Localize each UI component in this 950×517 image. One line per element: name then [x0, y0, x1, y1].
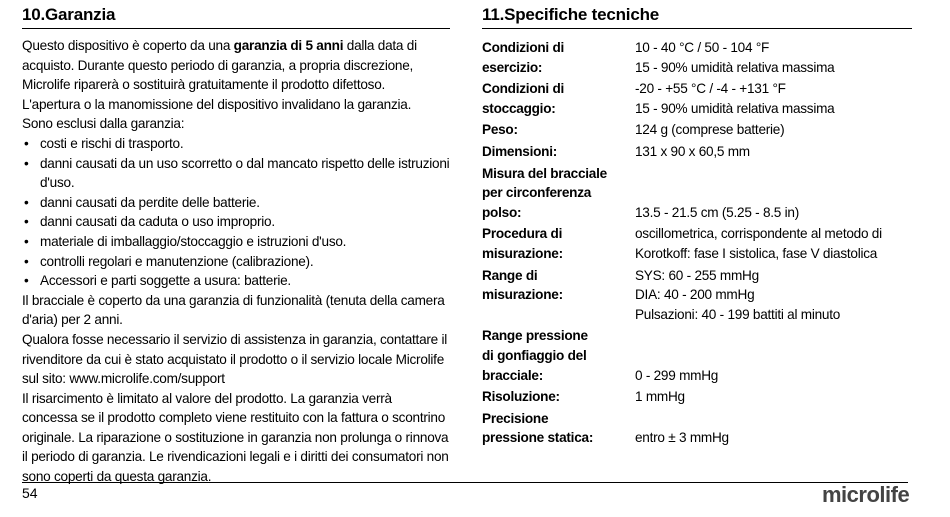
spec-label-line: Precisione	[482, 410, 549, 426]
spec-label-line: per circonferenza	[482, 185, 592, 201]
spec-label	[482, 118, 635, 140]
warranty-intro-post: dalla data di acquisto. Durante questo periodo di garanzia, a propria discrezione, Microlife riparerà o sostituirà gratuitamente il prodotto difettoso.	[22, 38, 417, 93]
exclusion-item: • costi e rischi di trasporto.	[22, 134, 450, 154]
warranty-section	[22, 4, 450, 487]
spec-value	[635, 264, 912, 325]
specs-section	[482, 4, 912, 448]
spec-value	[635, 36, 912, 77]
spec-row	[482, 36, 912, 77]
spec-value	[635, 222, 912, 263]
spec-value	[635, 140, 912, 162]
spec-value	[635, 118, 912, 140]
spec-label-spacer	[482, 305, 631, 325]
spec-value-line: Korotkoff: fase I sistolica, fase V diastolica	[634, 245, 878, 261]
spec-row	[482, 407, 912, 448]
warranty-opening-note: L'apertura o la manomissione del dispositivo invalidano la garanzia.	[22, 96, 412, 112]
spec-label-line: Dimensioni:	[482, 143, 558, 159]
exclusion-item: • danni causati da perdite delle batterie.	[22, 193, 450, 213]
spec-row	[482, 222, 912, 263]
spec-label-line: Range di	[482, 267, 538, 283]
warranty-intro	[22, 36, 450, 95]
spec-label-line: stoccaggio:	[482, 100, 556, 116]
spec-value-line: -20 - +55 °C / -4 - +131 °F	[634, 81, 786, 97]
spec-value-line: 124 g (comprese batterie)	[634, 122, 785, 138]
spec-label-line: Risoluzione:	[482, 389, 560, 405]
spec-value	[635, 162, 912, 223]
spec-value	[635, 385, 912, 407]
spec-label-line: pressione statica:	[482, 430, 594, 446]
warranty-excluded-heading: Sono esclusi dalla garanzia:	[22, 116, 185, 132]
exclusion-item: • materiale di imballaggio/stoccaggio e istruzioni d'uso.	[22, 232, 450, 252]
spec-row	[482, 324, 912, 385]
spec-label-line: misurazione:	[482, 287, 563, 303]
spec-label-line: misurazione:	[482, 245, 563, 261]
spec-label-line: esercizio:	[482, 59, 543, 75]
spec-label	[482, 324, 635, 385]
spec-row	[482, 264, 912, 325]
warranty-intro-pre: Questo dispositivo è coperto da una	[22, 38, 234, 53]
spec-label	[482, 264, 635, 325]
spec-value	[635, 324, 912, 385]
exclusion-item: • controlli regolari e manutenzione (calibrazione).	[22, 252, 450, 272]
spec-value	[635, 407, 912, 448]
spec-label	[482, 77, 635, 118]
spec-label-line: bracciale:	[482, 367, 543, 383]
spec-row	[482, 77, 912, 118]
spec-value-line: 1 mmHg	[634, 389, 685, 405]
spec-value-line: Pulsazioni: 40 - 199 battiti al minuto	[634, 306, 841, 322]
spec-value-line: 0 - 299 mmHg	[634, 367, 719, 383]
spec-label-line: polso:	[482, 204, 522, 220]
spec-value-line: entro ± 3 mmHg	[634, 430, 729, 446]
spec-value-line: 10 - 40 °C / 50 - 104 °F	[634, 40, 770, 55]
spec-label-line: Range pressione	[482, 328, 588, 344]
spec-label	[482, 407, 635, 448]
spec-label-line: Procedura di	[482, 226, 563, 242]
warranty-title: 10.Garanzia	[22, 4, 450, 29]
spec-row	[482, 118, 912, 140]
warranty-duration: garanzia di 5 anni	[233, 38, 344, 53]
spec-value-line: SYS: 60 - 255 mmHg	[634, 267, 759, 283]
spec-row	[482, 385, 912, 407]
page-number: 54	[22, 485, 38, 501]
spec-value-line: DIA: 40 - 200 mmHg	[634, 287, 755, 303]
spec-value-line: oscillometrica, corrispondente al metodo di	[634, 226, 882, 242]
spec-label	[482, 385, 635, 407]
spec-label-line: Condizioni di	[482, 40, 565, 55]
footer-divider	[22, 482, 908, 483]
specs-title: 11.Specifiche tecniche	[482, 4, 912, 29]
warranty-exclusions-list	[22, 134, 450, 291]
warranty-service-note: Qualora fosse necessario il servizio di assistenza in garanzia, contattare il rivenditore da cui è stato acquistato il prodotto o il servizio locale Microlife sul sito: www.microlife.com/support	[22, 331, 448, 387]
spec-label-line: di gonfiaggio del	[482, 347, 587, 363]
warranty-cuff-note: Il bracciale è coperto da una garanzia di funzionalità (tenuta della camera d'aria) per 2 anni.	[22, 292, 445, 328]
spec-label	[482, 162, 635, 223]
exclusion-item: • danni causati da un uso scorretto o dal mancato rispetto delle istruzioni d'uso.	[22, 154, 450, 193]
microlife-logo: microlife	[822, 482, 910, 507]
exclusion-item: • Accessori e parti soggette a usura: batterie.	[22, 271, 450, 291]
warranty-body	[22, 36, 450, 487]
spec-label	[482, 222, 635, 263]
spec-label-line: Condizioni di	[482, 81, 565, 97]
spec-value	[635, 77, 912, 118]
specs-table	[482, 36, 912, 448]
spec-value-line: 13.5 - 21.5 cm (5.25 - 8.5 in)	[634, 204, 799, 220]
spec-row	[482, 140, 912, 162]
spec-value-line: 15 - 90% umidità relativa massima	[634, 59, 835, 75]
spec-row	[482, 162, 912, 223]
spec-label-line: Misura del bracciale	[482, 165, 607, 181]
exclusion-item: • danni causati da caduta o uso improprio.	[22, 212, 450, 232]
spec-label	[482, 36, 635, 77]
warranty-limit-note: Il risarcimento è limitato al valore del prodotto. La garanzia verrà concessa se il prodotto completo viene restituito con la fattura o scontrino originale. La riparazione o sostituzione in garanzia non prolunga o rinnova il periodo di garanzia. Le rivendicazioni legali e i diritti dei consumatori non sono coperti da questa garanzia.	[22, 390, 449, 485]
spec-label	[482, 140, 635, 162]
spec-value-line: 131 x 90 x 60,5 mm	[634, 143, 750, 159]
spec-label-line: Peso:	[482, 122, 518, 138]
spec-value-line: 15 - 90% umidità relativa massima	[634, 100, 835, 116]
